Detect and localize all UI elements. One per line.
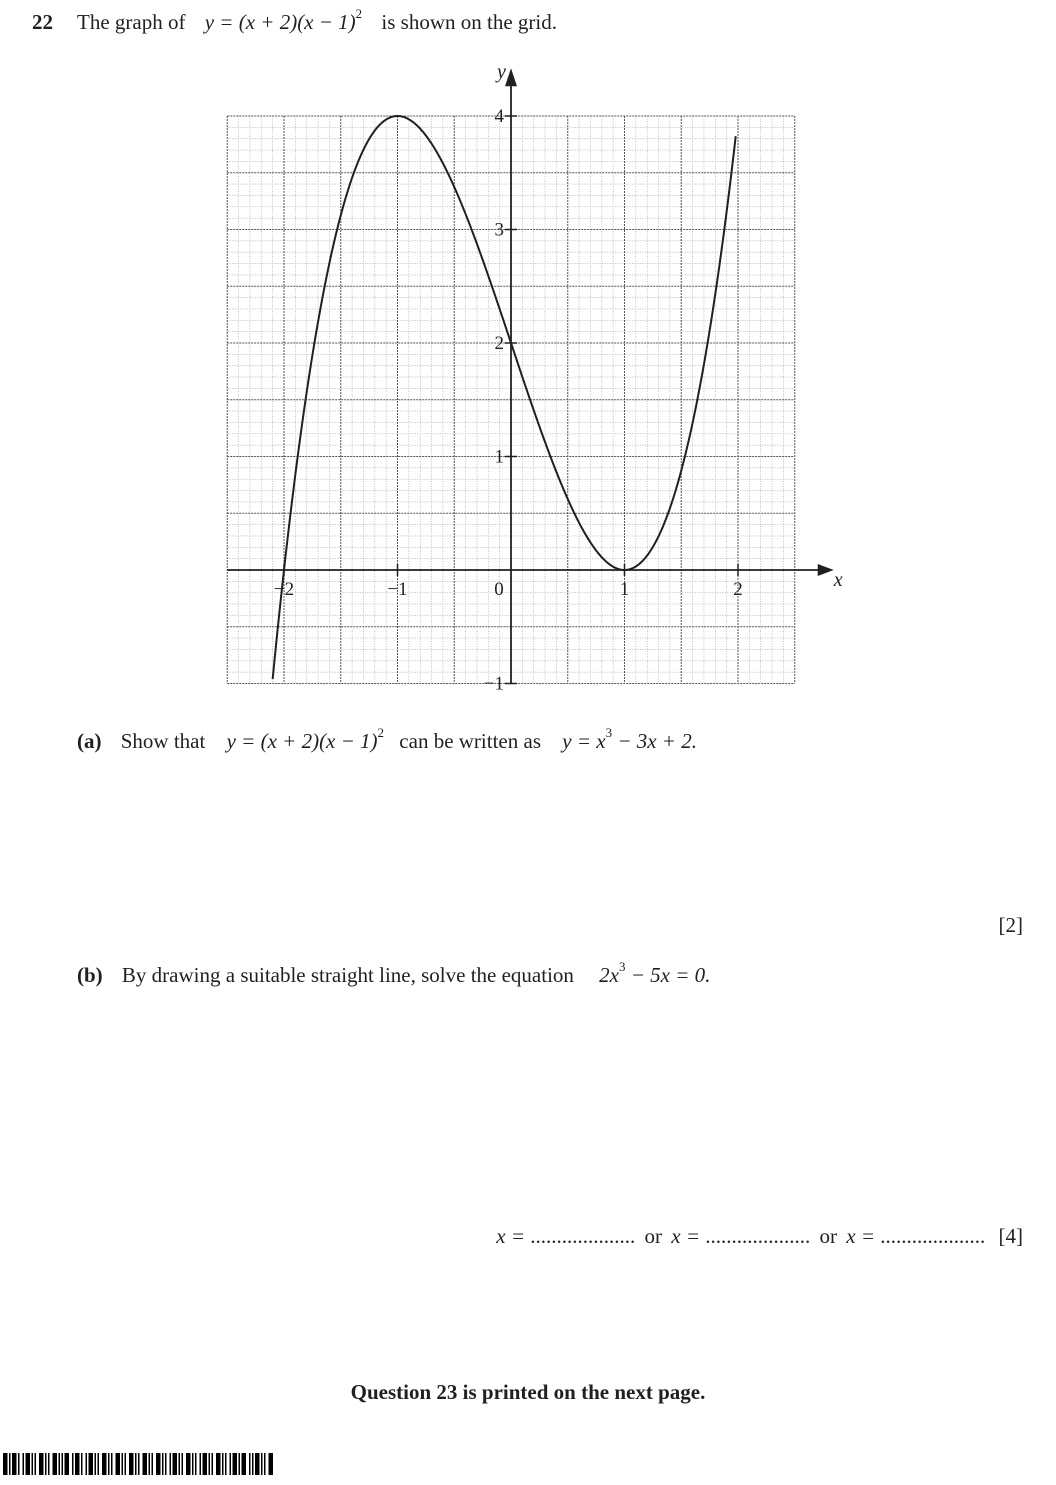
part-a-equation-1: y = (x + 2)(x − 1): [226, 729, 378, 753]
barcode-bar: [149, 1453, 151, 1475]
barcode-bar: [209, 1453, 211, 1475]
barcode-bar: [89, 1453, 94, 1475]
barcode-bar: [32, 1453, 34, 1475]
barcode-bar: [81, 1453, 83, 1475]
part-a-equation-2-power: 3: [605, 725, 613, 740]
barcode-bar: [48, 1453, 50, 1475]
barcode-bar: [230, 1453, 232, 1475]
question-intro: [77, 6, 557, 35]
barcode-bar: [75, 1453, 80, 1475]
answer-2-field[interactable]: ....................: [705, 1224, 811, 1248]
x-tick-label: −1: [387, 579, 408, 600]
barcode-bar: [165, 1453, 167, 1475]
part-b-equation-power: 3: [618, 959, 626, 974]
barcode-bar: [233, 1453, 238, 1475]
barcode-bar: [98, 1453, 100, 1475]
part-b-question: [77, 959, 711, 988]
part-b-marks: [4]: [998, 1224, 1023, 1248]
barcode-bar: [173, 1453, 178, 1475]
barcode-bar: [222, 1453, 224, 1475]
barcode-bar: [203, 1453, 208, 1475]
barcode-bar: [23, 1453, 25, 1475]
barcode-bar: [225, 1453, 227, 1475]
barcode-bar: [239, 1453, 241, 1475]
x-tick-label: 0: [494, 579, 504, 600]
barcode-bar: [86, 1453, 88, 1475]
barcode-bar: [156, 1453, 161, 1475]
part-a-equation-1-power: 2: [377, 725, 385, 740]
barcode-bar: [242, 1453, 247, 1475]
barcode-bar: [116, 1453, 121, 1475]
x-tick-label: 2: [733, 579, 743, 600]
barcode-bar: [122, 1453, 124, 1475]
barcode-bar: [249, 1453, 251, 1475]
barcode-bar: [125, 1453, 127, 1475]
barcode-bar: [192, 1453, 194, 1475]
barcode-bar: [170, 1453, 172, 1475]
cubic-curve: [273, 116, 736, 679]
y-tick-label: 2: [494, 333, 504, 354]
answer-or-2: or: [819, 1224, 837, 1248]
barcode-bar: [62, 1453, 64, 1475]
barcode-bar: [59, 1453, 61, 1475]
x-tick-label: −2: [273, 579, 295, 600]
question-number: 22: [32, 10, 53, 34]
x-axis-label: x: [833, 569, 843, 591]
barcode-bar: [53, 1453, 58, 1475]
barcode-bar: [111, 1453, 113, 1475]
intro-suffix: is shown on the grid.: [381, 10, 557, 34]
barcode-bar: [186, 1453, 191, 1475]
barcode-bar: [195, 1453, 197, 1475]
barcode-bar: [129, 1453, 134, 1475]
part-a-question: [77, 725, 697, 754]
part-a-equation-2-rest: − 3x + 2.: [612, 729, 697, 753]
barcode-bar: [182, 1453, 184, 1475]
barcode-bar: [252, 1453, 254, 1475]
y-axis-arrow: [505, 68, 517, 86]
barcode-bar: [212, 1453, 214, 1475]
barcode-bar: [264, 1453, 266, 1475]
part-a-text-prefix: Show that: [120, 729, 206, 753]
barcode-bar: [35, 1453, 37, 1475]
answer-1-field[interactable]: ....................: [530, 1224, 636, 1248]
part-b-label: (b): [77, 963, 103, 987]
part-b-equation: 2x: [599, 963, 619, 987]
part-a-equation-2: y = x: [562, 729, 606, 753]
barcode-bar: [12, 1453, 17, 1475]
barcode-bar: [26, 1453, 31, 1475]
barcode-bar: [102, 1453, 107, 1475]
barcode-bar: [261, 1453, 263, 1475]
y-axis-label: y: [497, 61, 506, 84]
barcode-bar: [216, 1453, 221, 1475]
y-tick-label: 4: [494, 106, 504, 127]
barcode-bar: [95, 1453, 97, 1475]
part-b-equation-rest: − 5x = 0.: [625, 963, 711, 987]
part-b-text: By drawing a suitable straight line, solve the equation: [121, 963, 574, 987]
barcode-bar: [162, 1453, 164, 1475]
answer-x1-label: x =: [496, 1224, 525, 1248]
x-tick-label: 1: [619, 579, 630, 600]
intro-equation: y = (x + 2)(x − 1): [204, 10, 356, 34]
barcode-bar: [135, 1453, 137, 1475]
part-a-label: (a): [77, 729, 102, 753]
answer-3-field[interactable]: ....................: [880, 1224, 986, 1248]
barcode-bar: [200, 1453, 202, 1475]
y-tick-label: 1: [494, 446, 504, 468]
barcode-bar: [39, 1453, 44, 1475]
y-tick-label: −1: [483, 673, 504, 695]
barcode-bar: [72, 1453, 74, 1475]
next-page-notice: Question 23 is printed on the next page.: [350, 1380, 706, 1404]
barcode-bar: [143, 1453, 148, 1475]
cubic-graph: [200, 55, 860, 705]
barcode-bar: [3, 1453, 8, 1475]
answer-x3-label: x =: [846, 1224, 875, 1248]
part-a-marks: [2]: [998, 913, 1023, 937]
barcode-bar: [108, 1453, 110, 1475]
part-a-text-middle: can be written as: [399, 729, 541, 753]
answer-x2-label: x =: [671, 1224, 700, 1248]
barcode-bar: [152, 1453, 154, 1475]
barcode-bar: [269, 1453, 274, 1475]
barcode-image: [3, 1453, 433, 1475]
part-b-answer-line: [496, 1224, 1023, 1249]
barcode-bar: [179, 1453, 181, 1475]
barcode-bar: [255, 1453, 260, 1475]
intro-equation-power: 2: [355, 6, 363, 21]
barcode-bar: [9, 1453, 11, 1475]
y-tick-label: 3: [494, 219, 504, 241]
barcode-bar: [138, 1453, 140, 1475]
barcode-bar: [65, 1453, 70, 1475]
barcode-bar: [45, 1453, 47, 1475]
answer-or-1: or: [644, 1224, 662, 1248]
barcode-bar: [18, 1453, 20, 1475]
intro-prefix: The graph of: [77, 10, 186, 34]
x-axis-arrow: [818, 564, 834, 576]
